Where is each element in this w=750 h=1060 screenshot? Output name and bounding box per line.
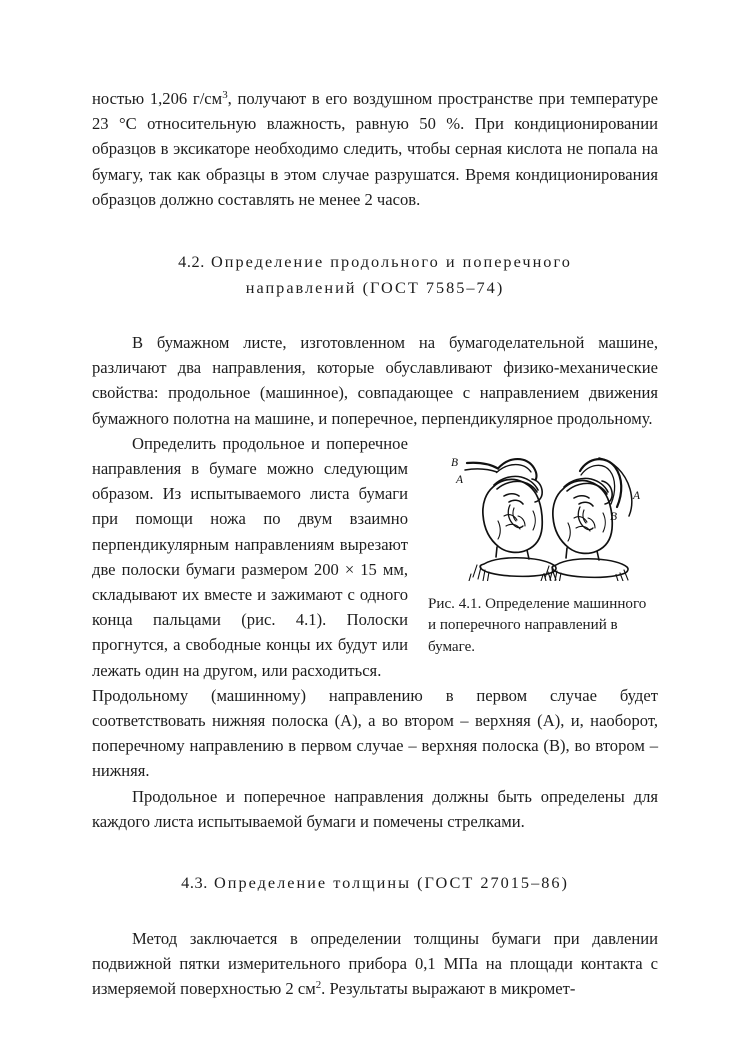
paragraph-two-directions: В бумажном листе, изготовленном на бумагоделательной машине, различают два направления, которые обуславливают физико-механические свойства: продольное (машинное), совпадающее с направлением движения бумажного полотна на машине, и поперечное, перпендикулярное продольному. — [92, 333, 658, 428]
heading-4-3-number: 4.3. — [181, 873, 208, 893]
paragraph-thickness-method — [92, 926, 658, 1002]
heading-4-2-number: 4.2. — [178, 252, 205, 272]
paragraph-intro — [92, 86, 658, 212]
heading-4-2-line-2: направлений (ГОСТ 7585–74) — [245, 277, 505, 297]
paragraph-after-figure: Продольному (машинному) направлению в первом случае будет соответствовать нижняя полоска (А), а во втором – верхняя (А), и, наоборот, поперечному направлению в первом случае – верхняя полоска (В), во втором – нижняя. — [92, 685, 658, 781]
figure-label-left-upper: B — [451, 456, 459, 469]
heading-4-2-line-1: Определение продольного и поперечного — [211, 252, 572, 272]
page-content — [92, 86, 658, 1001]
heading-section-4-3 — [92, 870, 658, 896]
superscript-square: 2 — [315, 978, 322, 991]
figure-4-1-caption: Рис. 4.1. Определение машинного и поперечного направлений в бумаге. — [428, 595, 647, 655]
superscript-cubic: 3 — [222, 88, 228, 101]
figure-label-right-upper: A — [633, 489, 641, 502]
paragraph-arrows: Продольное и поперечное направления должны быть определены для каждого листа испытываемой бумаги и помечены стрелками. — [92, 786, 658, 831]
paragraph-thickness-text-a: Метод заключается в определении толщины бумаги при давлении подвижной пятки измерительного прибора 0,1 МПа на площади контакта с измеряемой поверхностью 2 см — [92, 928, 658, 998]
figure-4-1 — [422, 435, 658, 659]
paragraph-wrapped-method: Определить продольное и поперечное направления в бумаге можно следующим образом. Из испытываемого листа бумаги при помощи ножа по двум взаимно перпендикулярным направлениям вырезают две полоски бумаги размером 200 × 15 мм, складывают их вместе и зажимают с одного конца пальцами (рис. 4.1). Полоски прогнутся, а свободные концы их будут или лежать один на другом, или расходиться. — [92, 433, 408, 680]
paragraph-intro-text-a: ностью 1,206 г/см — [92, 89, 223, 108]
heading-section-4-2 — [92, 249, 658, 300]
heading-4-3-title: Определение толщины (ГОСТ 27015–86) — [213, 873, 569, 893]
figure-4-1-illustration — [434, 441, 649, 581]
figure-label-right-lower: B — [610, 510, 618, 523]
figure-label-left-lower: A — [456, 473, 464, 486]
paragraph-thickness-text-b: . Результаты выражают в микромет- — [321, 978, 576, 998]
paragraph-intro-text-b: , получают в его воздушном пространстве при температуре 23 °С относительную влажность, равную 50 %. При кондиционировании образцов в эксикаторе необходимо следить, чтобы серная кислота не попала на бумагу, так как образцы в этом случае разрушатся. Время кондиционирования образцов должно составлять не менее 2 часов. — [92, 89, 658, 209]
figure-wrap-region — [92, 431, 658, 683]
